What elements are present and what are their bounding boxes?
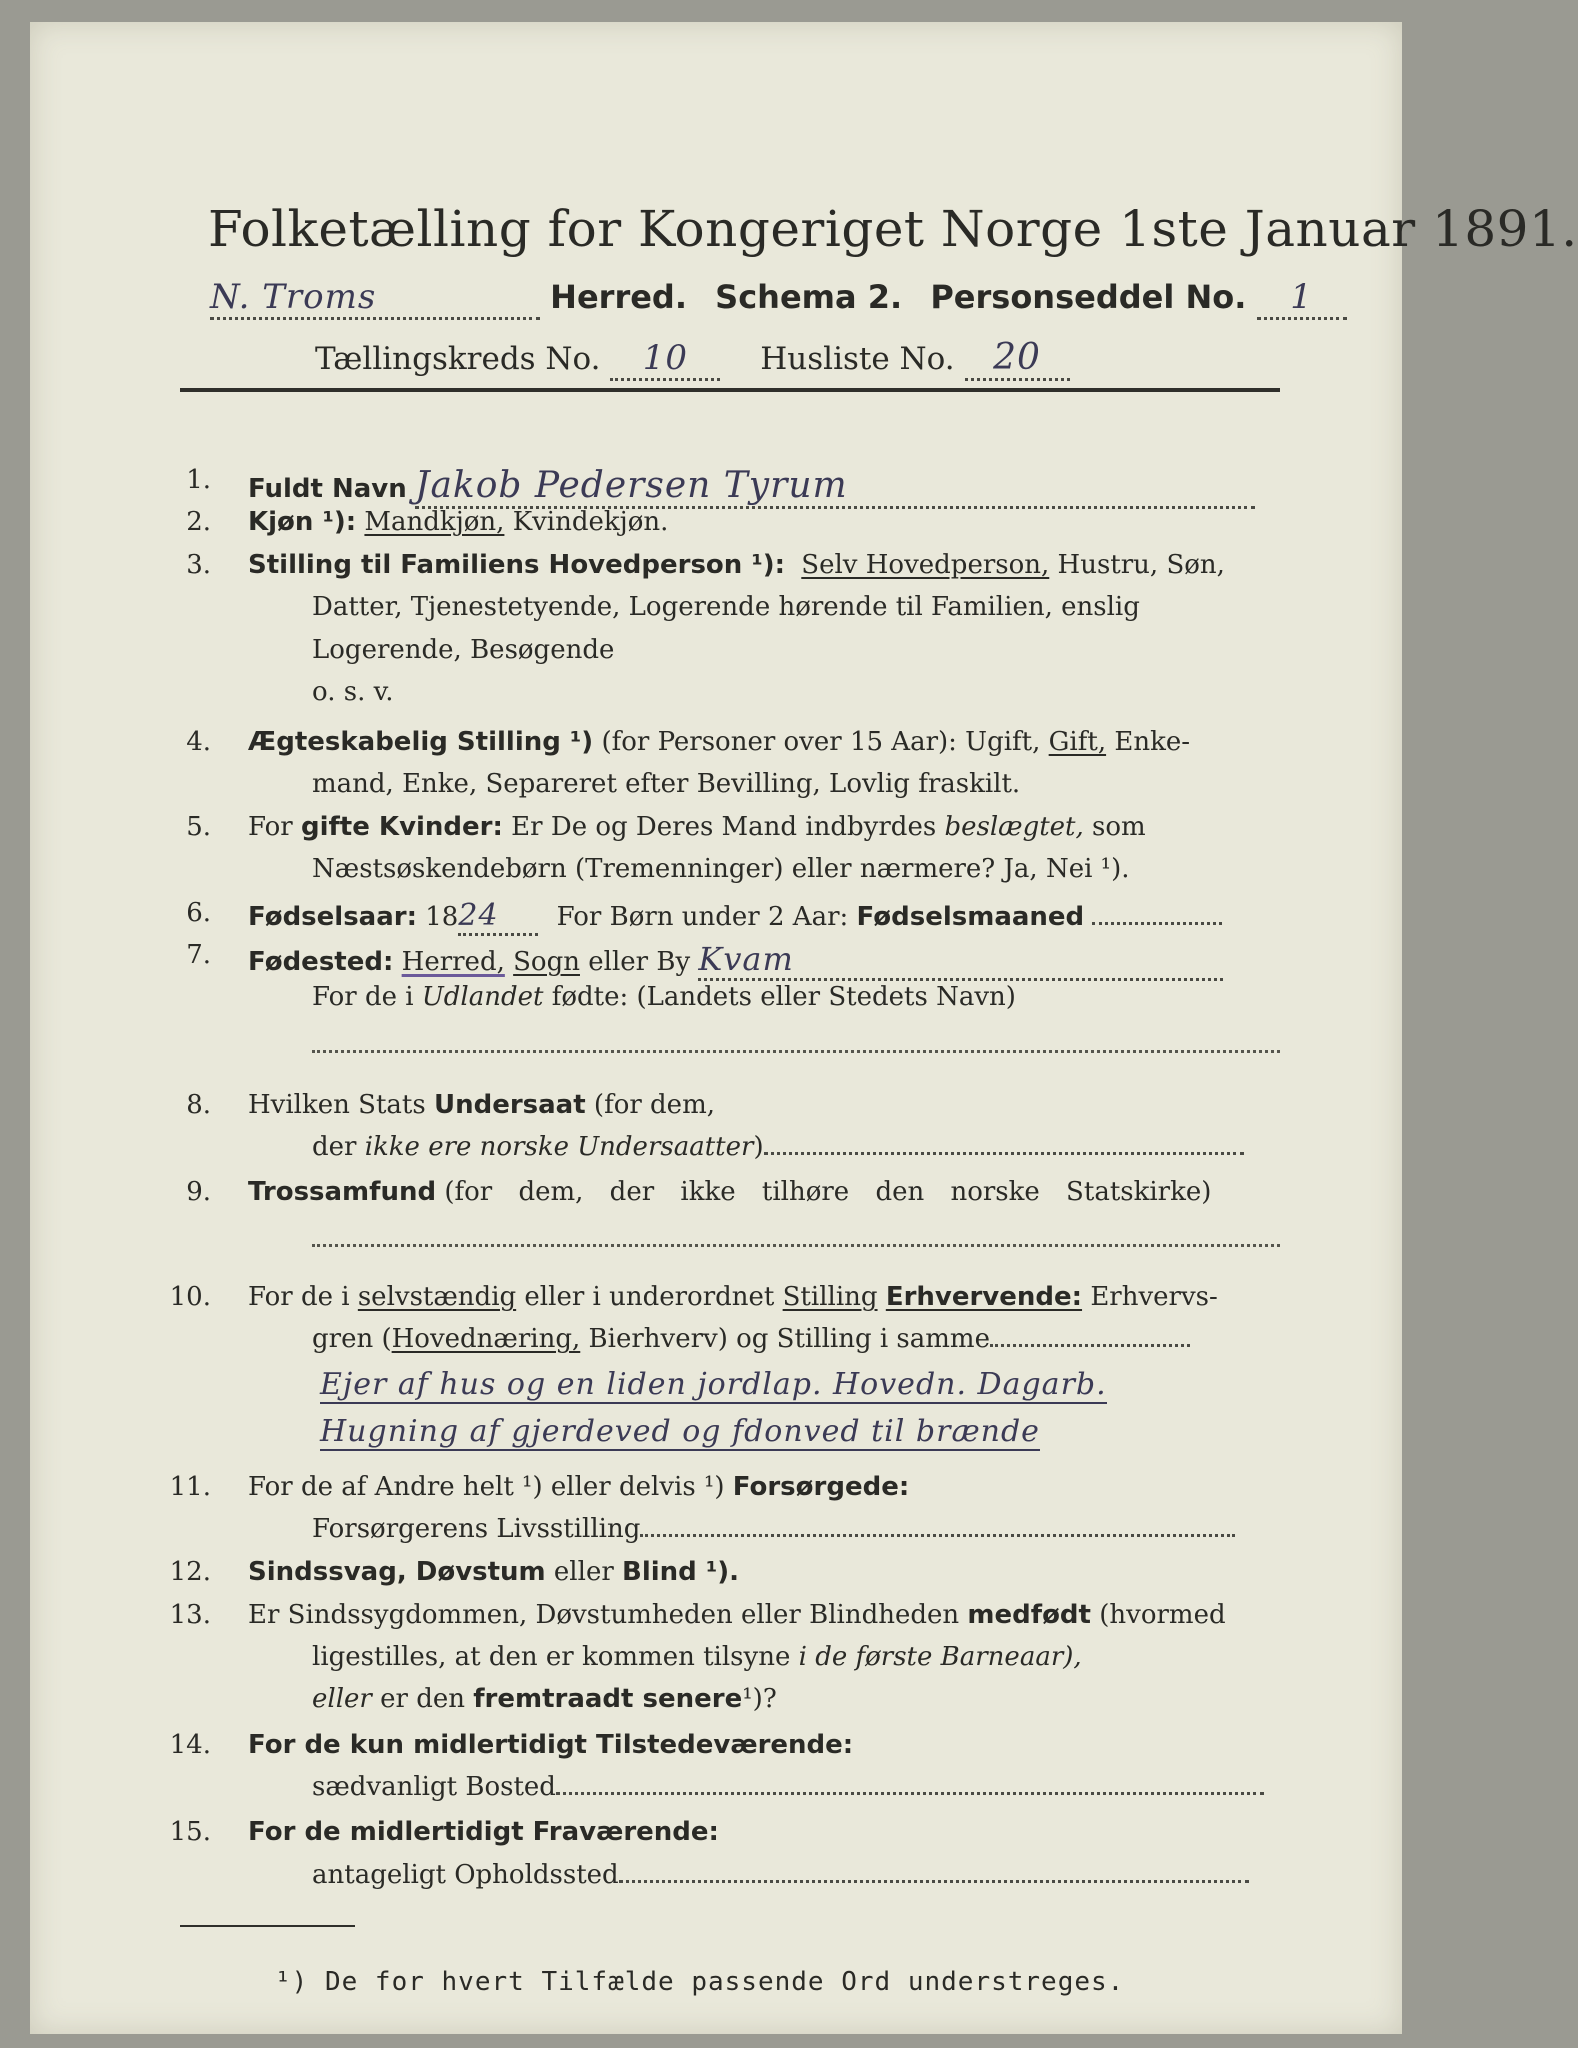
census-form-sheet — [30, 22, 1578, 2034]
q13-text2: (hvormed — [1099, 1600, 1226, 1630]
kreds-value: 10 — [610, 338, 720, 381]
q3-line4: o. s. v. — [312, 677, 394, 707]
page-title: Folketælling for Kongeriget Norge 1ste Januar 1891. — [208, 200, 1578, 258]
q3-row — [248, 550, 1225, 580]
q9-label: Trossamfund — [248, 1177, 437, 1207]
q6-prefix: 18 — [425, 902, 459, 932]
q10-row — [248, 1282, 1218, 1312]
q1-row — [248, 465, 1255, 509]
q11-label: Forsørgede: — [732, 1472, 910, 1502]
kreds-line — [315, 337, 1070, 381]
q10-opt-selvstaendig: selvstændig — [357, 1282, 517, 1312]
q1-label: Fuldt Navn — [248, 474, 407, 504]
q8-row — [248, 1090, 715, 1120]
q8-line2-italic: ikke ere norske Undersaatter — [364, 1132, 754, 1162]
kreds-label: Tællingskreds No. — [315, 341, 601, 377]
q13-row — [248, 1600, 1226, 1630]
q6-text: For Børn under 2 Aar: — [556, 902, 849, 932]
q11-answer-line — [640, 1534, 1235, 1537]
q12-label: Sindssvag, Døvstum — [248, 1557, 546, 1587]
q9-text: (for dem, der ikke tilhøre den norske Statskirke) — [444, 1177, 1212, 1207]
q10-number: 10. — [169, 1282, 211, 1312]
q7-text: eller By — [588, 947, 691, 977]
q7-value: Kvam — [698, 940, 1223, 981]
q14-line2: sædvanligt Bosted — [312, 1772, 556, 1802]
q10-line2-fill — [990, 1344, 1190, 1347]
q10-label: Erhvervende: — [885, 1282, 1083, 1312]
q14-line2-row — [312, 1772, 1264, 1802]
q9-row — [248, 1177, 1211, 1207]
q7-opt-sogn: Sogn — [513, 947, 580, 977]
q2-label: Kjøn ¹): — [248, 507, 357, 537]
q13-label2: fremtraadt senere — [473, 1684, 743, 1714]
q14-number: 14. — [169, 1730, 211, 1760]
q7-line2 — [312, 982, 1016, 1012]
q10-hand-line1: Ejer af hus og en liden jordlap. Hovedn. Dagarb. — [320, 1367, 1107, 1402]
herred-label: Herred. — [550, 278, 687, 316]
q8-text2: (for dem, — [593, 1090, 715, 1120]
q13-line3b: ¹)? — [742, 1684, 777, 1714]
personseddel-value: 1 — [1257, 277, 1347, 320]
q7-opt-herred: Herred, — [401, 947, 505, 977]
q15-line2-row — [312, 1860, 1249, 1890]
q11-text1: For de af Andre helt ¹) eller delvis ¹) — [248, 1472, 725, 1502]
q14-label: For de kun midlertidigt Tilstedeværende: — [248, 1730, 854, 1760]
q2-opt-mandkjon: Mandkjøn, — [364, 507, 505, 537]
q13-line2-italic: i de første Barneaar), — [798, 1642, 1082, 1672]
q1-number: 1. — [186, 465, 211, 495]
q5-text2: som — [1092, 812, 1146, 842]
q7-line2b: fødte: (Landets eller Stedets Navn) — [551, 982, 1016, 1012]
q7-line2-italic: Udlandet — [421, 982, 544, 1012]
q3-number: 3. — [186, 550, 211, 580]
q4-line2: mand, Enke, Separeret efter Bevilling, Lovlig fraskilt. — [312, 769, 1021, 799]
q7-row — [248, 940, 1223, 981]
q15-line2: antageligt Opholdssted — [312, 1860, 619, 1890]
q8-line2: der ikke ere norske Undersaatter) — [312, 1132, 1244, 1162]
q3-line3: Logerende, Besøgende — [312, 635, 615, 665]
q10-opt-hovednaering: Hovednæring, — [391, 1324, 581, 1354]
q6-label: Fødselsaar: — [248, 902, 417, 932]
personseddel-label: Personseddel No. — [930, 278, 1247, 316]
q15-number: 15. — [169, 1817, 211, 1847]
q13-line3 — [312, 1684, 777, 1714]
q4-row — [248, 727, 1190, 757]
q5-number: 5. — [186, 812, 211, 842]
q13-line3a: er den — [380, 1684, 465, 1714]
q8-text1: Hvilken Stats — [248, 1090, 426, 1120]
footnote-text: ¹) De for hvert Tilfælde passende Ord understreges. — [275, 1967, 1125, 1997]
q3-label: Stilling til Familiens Hovedperson ¹): — [248, 550, 786, 580]
q8-line2a: der — [312, 1132, 357, 1162]
header-divider — [180, 388, 1280, 392]
q10-opt-stilling: Stilling — [782, 1282, 878, 1312]
q12-text: eller — [553, 1557, 614, 1587]
footnote-rule — [180, 1925, 355, 1927]
q6-month-field — [1092, 922, 1222, 925]
q5-text1: Er De og Deres Mand indbyrdes — [511, 812, 937, 842]
herred-value: N. Troms — [210, 277, 540, 320]
q2-row — [248, 507, 668, 537]
q15-label: For de midlertidigt Fraværende: — [248, 1817, 719, 1847]
q3-rest: Hustru, Søn, — [1057, 550, 1225, 580]
q13-line2 — [312, 1642, 1082, 1672]
q8-label: Undersaat — [433, 1090, 586, 1120]
q11-row — [248, 1472, 909, 1502]
q1-value: Jakob Pedersen Tyrum — [415, 465, 1255, 509]
q13-number: 13. — [169, 1600, 211, 1630]
husliste-value: 20 — [965, 337, 1070, 381]
q4-opt-gift: Gift, — [1048, 727, 1107, 757]
q11-number: 11. — [169, 1472, 211, 1502]
schema-label: Schema 2. — [715, 278, 903, 316]
q7-line2a: For de i — [312, 982, 414, 1012]
q4-text1: (for Personer over 15 Aar): Ugift, — [601, 727, 1041, 757]
q5-line2: Næstsøskendebørn (Tremenninger) eller nærmere? Ja, Nei ¹). — [312, 854, 1130, 884]
q8-answer-line — [764, 1152, 1244, 1155]
q6-value: 24 — [458, 898, 538, 936]
husliste-label: Husliste No. — [760, 341, 955, 377]
q8-number: 8. — [186, 1090, 211, 1120]
q5-text-italic: beslægtet, — [944, 812, 1084, 842]
q7-label: Fødested: — [248, 947, 394, 977]
q7-answer-line — [312, 1050, 1280, 1053]
q6-label2: Fødselsmaaned — [856, 902, 1085, 932]
q10-line2 — [312, 1324, 1190, 1354]
q5-row — [248, 812, 1146, 842]
q5-label-b: gifte Kvinder: — [300, 812, 503, 842]
q5-label-a: For — [248, 812, 293, 842]
q2-number: 2. — [186, 507, 211, 537]
q11-line2-row — [312, 1514, 1235, 1544]
q4-text2: Enke- — [1114, 727, 1190, 757]
q9-number: 9. — [186, 1177, 211, 1207]
q10-line2b: Bierhverv) og Stilling i samme — [588, 1324, 990, 1354]
q13-text1: Er Sindssygdommen, Døvstumheden eller Blindheden — [248, 1600, 960, 1630]
q10-line2a: gren ( — [312, 1324, 392, 1354]
q4-number: 4. — [186, 727, 211, 757]
q3-line2: Datter, Tjenestetyende, Logerende hørende til Familien, enslig — [312, 592, 1140, 622]
q6-row — [248, 898, 1222, 936]
q10-text2: eller i underordnet — [524, 1282, 775, 1312]
q13-line3-italic: eller — [312, 1684, 372, 1714]
q12-row — [248, 1557, 739, 1587]
q12-number: 12. — [169, 1557, 211, 1587]
q10-hand-line2: Hugning af gjerdeved og fdonved til brænde — [320, 1414, 1040, 1449]
herred-line — [210, 277, 1347, 320]
q3-opt-selv: Selv Hovedperson, — [801, 550, 1050, 580]
q2-opt-kvindekjon: Kvindekjøn. — [512, 507, 669, 537]
q4-label: Ægteskabelig Stilling ¹) — [248, 727, 594, 757]
q10-text1: For de i — [248, 1282, 350, 1312]
q10-text3: Erhvervs- — [1090, 1282, 1218, 1312]
q14-answer-line — [556, 1792, 1264, 1795]
q12-label2: Blind ¹). — [622, 1557, 739, 1587]
q13-line2a: ligestilles, at den er kommen tilsyne — [312, 1642, 791, 1672]
q11-line2: Forsørgerens Livsstilling — [312, 1514, 641, 1544]
q6-number: 6. — [186, 898, 211, 928]
q13-label: medfødt — [967, 1600, 1091, 1630]
q9-answer-line — [312, 1244, 1280, 1247]
q7-number: 7. — [186, 940, 211, 970]
q15-answer-line — [619, 1880, 1249, 1883]
